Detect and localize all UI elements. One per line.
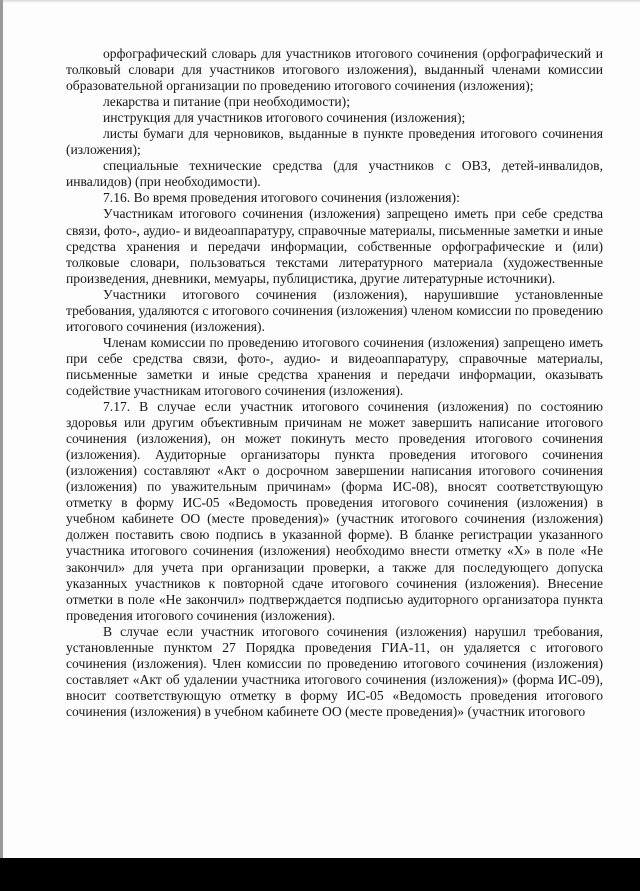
paragraph-commission-prohibited: Членам комиссии по проведению итогового сочинения (изложения) запрещено иметь при себе средства связи, фото-, аудио- и видеоаппаратуру, справочные материалы, письменные заметки и иные средства хранения и передачи информации, оказывать содействие участникам итогового сочинения (изложения).	[66, 334, 603, 398]
paragraph-draft-sheets: листы бумаги для черновиков, выданные в пункте проведения итогового сочинения (изложения);	[66, 126, 603, 158]
page-top-shadow	[0, 0, 640, 3]
paragraph-participants-prohibited: Участникам итогового сочинения (изложения) запрещено иметь при себе средства связи, фото-, аудио- и видеоаппаратуру, справочные материалы, письменные заметки и иные средства хранения и передачи информации, собственные орфографические и (или) толковые словари, пользоваться текстами литературного материала (художественные произведения, дневники, мемуары, публицистика, другие литературные источники).	[66, 206, 603, 286]
scan-bottom-bar	[0, 858, 640, 891]
document-body	[66, 46, 603, 720]
paragraph-orthographic-dictionary: орфографический словарь для участников итогового сочинения (орфографический и толковый словари для участников итогового изложения), выданный членами комиссии образовательной организации по проведению итогового сочинения (изложения);	[66, 46, 603, 94]
paragraph-instruction: инструкция для участников итогового сочинения (изложения);	[103, 110, 466, 126]
page-left-edge	[0, 0, 3, 858]
paragraph-violators-removed: Участники итогового сочинения (изложения), нарушившие установленные требования, удаляются с итогового сочинения (изложения) членом комиссии по проведению итогового сочинения (изложения).	[66, 286, 603, 334]
paragraph-removal-act: В случае если участник итогового сочинения (изложения) нарушил требования, установленные пунктом 27 Порядка проведения ГИА-11, он удаляется с итогового сочинения (изложения). Член комиссии по проведению итогового сочинения (изложения) составляет «Акт об удалении участника итогового сочинения (изложения)» (форма ИС-09), вносит соответствующую отметку в форму ИС-05 «Ведомость проведения итогового сочинения (изложения) в учебном кабинете ОО (месте проведения)» (участник итогового	[66, 623, 603, 719]
paragraph-7-17-early-completion: 7.17. В случае если участник итогового сочинения (изложения) по состоянию здоровья или другим объективным причинам не может завершить написание итогового сочинения (изложения), он может покинуть место проведения итогового сочинения (изложения). Аудиторные организаторы пункта проведения итогового сочинения (изложения) составляют «Акт о досрочном завершении написания итогового сочинения (изложения) по уважительным причинам» (форма ИС-08), вносят соответствующую отметку в форму ИС-05 «Ведомость проведения итогового сочинения (изложения) в учебном кабинете ОО (месте проведения)» (участник итогового сочинения (изложения) должен поставить свою подпись в указанной форме). В бланке регистрации указанного участника итогового сочинения (изложения) необходимо внести отметку «Х» в поле «Не закончил» для учета при организации проверки, а также для последующего допуска указанных участников к повторной сдаче итогового сочинения (изложения). Внесение отметки в поле «Не закончил» подтверждается подписью аудиторного организатора пункта проведения итогового сочинения (изложения).	[66, 399, 603, 623]
paragraph-medicines: лекарства и питание (при необходимости);	[103, 94, 350, 110]
paragraph-7-16-heading: 7.16. Во время проведения итогового сочинения (изложения):	[103, 190, 460, 206]
paragraph-technical-means: специальные технические средства (для участников с ОВЗ, детей-инвалидов, инвалидов) (при необходимости).	[66, 158, 603, 190]
